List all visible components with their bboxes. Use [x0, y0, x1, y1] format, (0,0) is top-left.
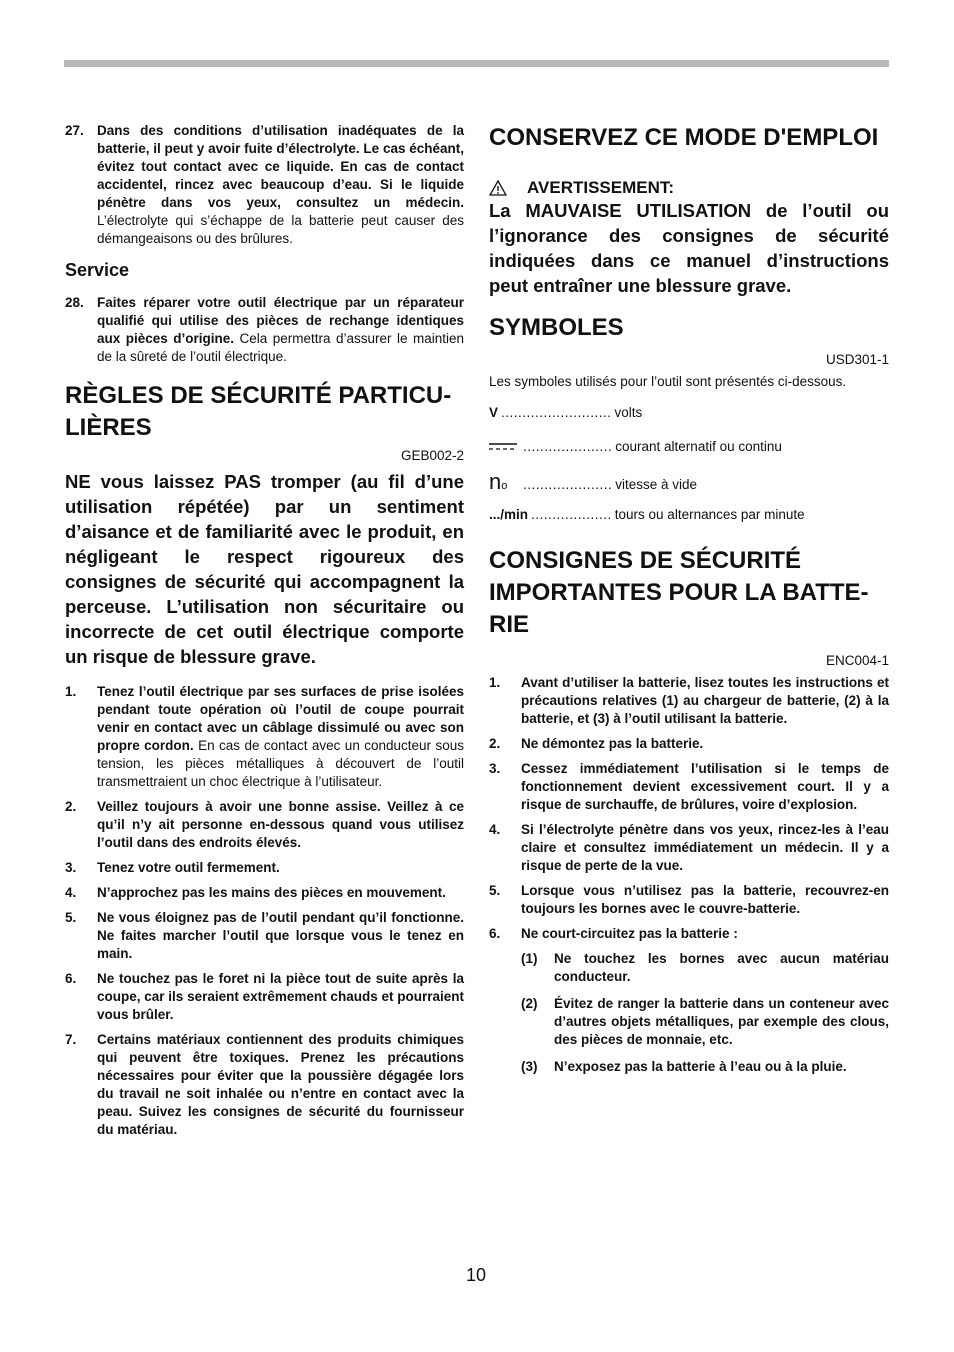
symbol-meaning: volts: [614, 405, 643, 420]
item-number: 6.: [65, 971, 77, 986]
warning-text: La MAUVAISE UTILISATION de l’outil ou l’ignorance des consignes de sécurité indiquées dans ce manuel d’instructions peut entraîner une blessure grave.: [489, 200, 889, 296]
battery-code: ENC004-1: [825, 653, 889, 668]
item-number: 1.: [65, 684, 77, 699]
symbol-key: .../min: [489, 507, 529, 522]
battery-item: [489, 882, 889, 918]
symbol-key: V: [489, 405, 499, 420]
item-bold-text: Faites réparer votre outil électrique par un réparateur qualifié qui utilise des pièces de rechange identiques aux pièces d’origine.: [97, 295, 464, 346]
symbol-meaning: tours ou alternances par minute: [614, 507, 805, 522]
subitem-number: (3): [521, 1059, 538, 1074]
item-bold-text: Dans des conditions d’utilisation inadéquates de la batterie, il peut y avoir fuite d’électrolyte. Le cas échéant, évitez tout contact avec ce liquide. En cas de contact accidentel, rincez avec beaucoup d’eau. Si le liquide pénètre dans vos yeux, consultez un médecin.: [97, 123, 464, 210]
battery-heading: CONSIGNES DE SÉCURITÉ IMPORTANTES POUR LA BATTE-RIE: [489, 547, 869, 638]
warning-title-row: [489, 178, 889, 198]
rules-code: GEB002-2: [400, 448, 464, 463]
battery-item: [489, 674, 889, 728]
symbol-row-per-minute: [489, 507, 889, 541]
rule-item: [65, 798, 464, 852]
subitem-number: (2): [521, 996, 538, 1011]
item-bold-text: Tenez votre outil fermement.: [97, 860, 280, 875]
symbol-meaning: courant alternatif ou continu: [615, 439, 782, 454]
symbols-intro: Les symboles utilisés pour l’outil sont présentés ci-dessous.: [489, 374, 847, 389]
item-number: 1.: [489, 675, 501, 690]
left-column: [65, 122, 464, 1146]
item-text: En cas de contact avec un conducteur sous tension, les pièces métalliques à découvert de l’outil transmettraient un choc électrique à l’utilisateur.: [97, 738, 464, 789]
list-item-28: [65, 294, 464, 366]
item-number: 27.: [65, 123, 84, 138]
item-text: L’électrolyte qui s’échappe de la batterie peut causer des démangeaisons ou des brûlures.: [97, 213, 464, 246]
header-rule: [64, 60, 889, 67]
item-bold-text: Lorsque vous n’utilisez pas la batterie, recouvrez-en toujours les bornes avec le couvre-batterie.: [521, 883, 889, 916]
symbols-heading: SYMBOLES: [489, 314, 624, 341]
item-number: 3.: [489, 761, 501, 776]
rule-item: [65, 859, 464, 877]
no-load-speed-icon: no: [489, 469, 508, 494]
symbol-leader: .....................: [523, 477, 613, 492]
list-item-27: [65, 122, 464, 248]
symbols-code: USD301-1: [825, 352, 889, 367]
rule-item: [65, 1031, 464, 1139]
battery-subitem: [489, 950, 889, 986]
item-bold-text: N’approchez pas les mains des pièces en mouvement.: [97, 885, 446, 900]
item-bold-text: Si l’électrolyte pénètre dans vos yeux, rincez-les à l’eau claire et consultez immédiatement un médecin. Il y a risque de perte de la vue.: [521, 822, 889, 873]
item-bold-text: Veillez toujours à avoir une bonne assise. Veillez à ce qu’il n’y ait personne en-dessous quand vous utilisez l’outil dans des endroits élevés.: [97, 799, 464, 850]
item-number: 28.: [65, 295, 84, 310]
symbol-leader: ..........................: [501, 405, 612, 420]
subitem-text: Ne touchez les bornes avec aucun matériau conducteur.: [554, 951, 889, 984]
page-number: 10: [466, 1265, 487, 1285]
item-number: 5.: [65, 910, 77, 925]
item-number: 2.: [65, 799, 77, 814]
item-text: Cela permettra d’assurer le maintien de la sûreté de l’outil électrique.: [97, 331, 464, 364]
symbol-leader: ...................: [531, 507, 612, 522]
symbol-row-volts: [489, 405, 889, 439]
ac-dc-icon: [489, 439, 517, 449]
rules-lead: NE vous laissez PAS tromper (au fil d’une utilisation répétée) par un sentiment d’aisance et de familiarité avec le produit, en négligeant le respect rigoureux des consignes de sécurité qui accompagnent la perceuse. L’utilisation non sécuritaire ou incorrecte de cet outil électrique comporte un risque de blessure grave.: [65, 471, 464, 667]
item-bold-text: Certains matériaux contiennent des produits chimiques qui peuvent être toxiques. Prenez les précautions nécessaires pour éviter que la poussière dégagée lors du travail ne soit inhalée ou n’entre en contact avec la peau. Suivez les consignes de sécurité du fournisseur du matériau.: [97, 1032, 464, 1137]
item-number: 6.: [489, 926, 501, 941]
warning-title: AVERTISSEMENT:: [527, 178, 675, 197]
rule-item: [65, 884, 464, 902]
right-column: [489, 122, 889, 1085]
item-bold-text: Avant d’utiliser la batterie, lisez toutes les instructions et précautions relatives (1) au chargeur de batterie, (2) à la batterie, et (3) à l’outil utilisant la batterie.: [521, 675, 889, 726]
item-bold-text: Ne démontez pas la batterie.: [521, 736, 704, 751]
item-number: 4.: [65, 885, 77, 900]
subitem-number: (1): [521, 951, 538, 966]
battery-subitem: [489, 1058, 889, 1076]
item-number: 3.: [65, 860, 77, 875]
item-number: 5.: [489, 883, 501, 898]
battery-subitem: [489, 995, 889, 1049]
item-number: 4.: [489, 822, 501, 837]
battery-item: [489, 760, 889, 814]
item-bold-text: Ne court-circuitez pas la batterie :: [521, 926, 738, 941]
rule-item: [65, 909, 464, 963]
rule-item: [65, 970, 464, 1024]
item-bold-text: Tenez l’outil électrique par ses surfaces de prise isolées pendant toute opération où l’outil de coupe pourrait venir en contact avec un câblage dissimulé ou avec son propre cordon.: [97, 684, 464, 753]
rules-heading: RÈGLES DE SÉCURITÉ PARTICU-LIÈRES: [65, 382, 452, 441]
symbol-row-ac-dc: [489, 439, 889, 473]
item-bold-text: Ne vous éloignez pas de l’outil pendant qu’il fonctionne. Ne faites marcher l’outil que lorsque vous le tenez en main.: [97, 910, 464, 961]
battery-item: [489, 925, 889, 943]
service-heading: Service: [65, 260, 130, 280]
item-bold-text: Ne touchez pas le foret ni la pièce tout de suite après la coupe, car ils seraient extrêmement chauds et pourraient vous brûler.: [97, 971, 464, 1022]
subitem-text: N’exposez pas la batterie à l’eau ou à la pluie.: [554, 1059, 847, 1074]
battery-item: [489, 821, 889, 875]
symbol-row-no-load-speed: [489, 469, 889, 507]
symbol-meaning: vitesse à vide: [615, 477, 698, 492]
item-bold-text: Cessez immédiatement l’utilisation si le temps de fonctionnement devient excessivement court. Il y a risque de surchauffe, de brûlures, voire d’explosion.: [521, 761, 889, 812]
item-number: 2.: [489, 736, 501, 751]
subitem-text: Évitez de ranger la batterie dans un conteneur avec d’autres objets métalliques, par exemple des clous, des pièces de monnaie, etc.: [554, 996, 889, 1047]
item-number: 7.: [65, 1032, 77, 1047]
keep-manual-heading: CONSERVEZ CE MODE D'EMPLOI: [489, 124, 879, 151]
rule-item: [65, 683, 464, 791]
battery-item: [489, 735, 889, 753]
warning-triangle-icon: [489, 180, 507, 196]
symbol-leader: .....................: [523, 439, 613, 454]
